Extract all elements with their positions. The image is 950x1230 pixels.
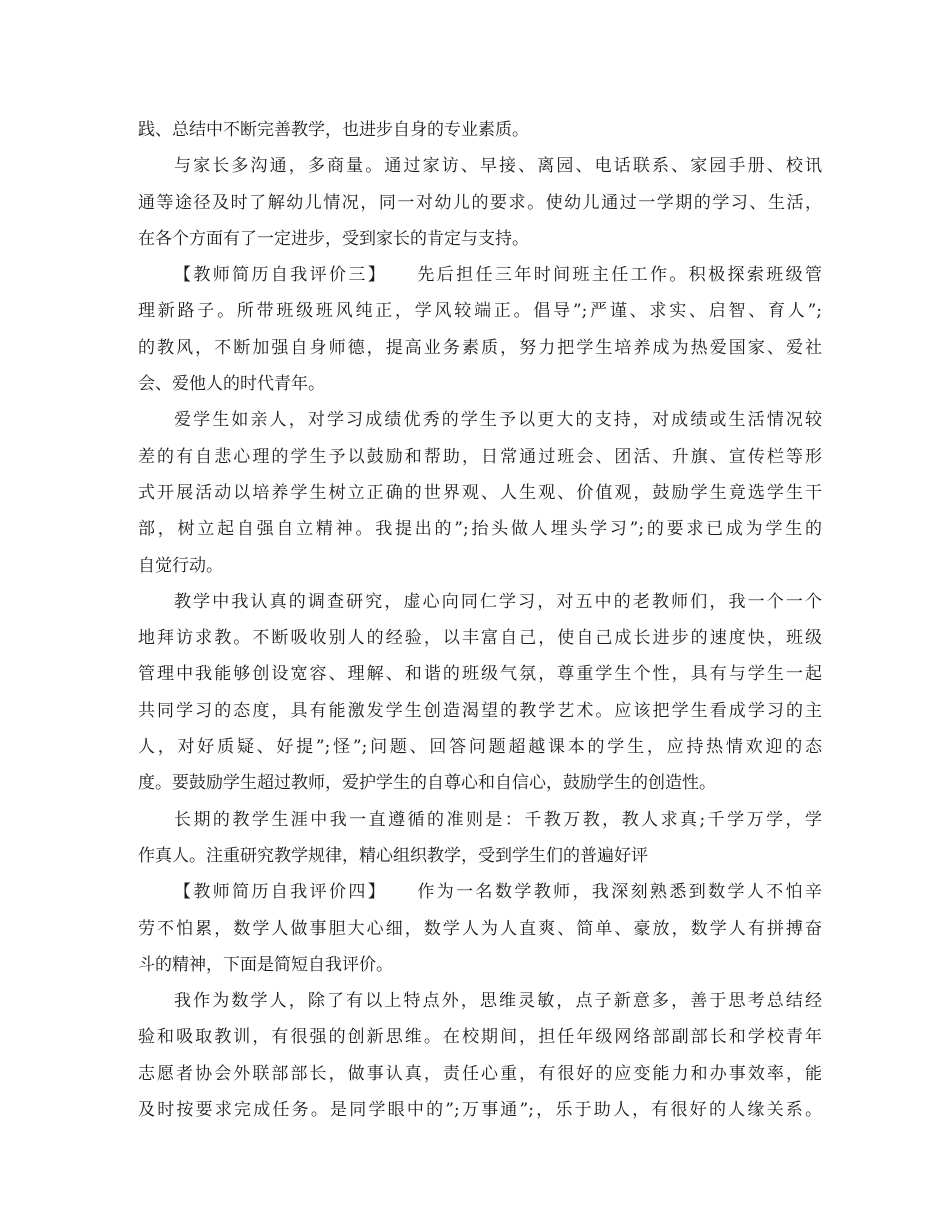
text-line: 式开展活动以培养学生树立正确的世界观、人生观、价值观，鼓励学生竟选学生干 xyxy=(138,482,822,503)
text-line: 斗的精神，下面是简短自我评价。 xyxy=(138,954,393,975)
text-line: 【教师简历自我评价三】 先后担任三年时间班主任工作。积极探索班级管 xyxy=(174,265,822,286)
text-line: 教学中我认真的调查研究，虚心向同仁学习，对五中的老教师们，我一个一个 xyxy=(174,591,822,612)
text-line: 作真人。注重研究教学规律，精心组织教学，受到学生们的普遍好评 xyxy=(138,845,648,866)
text-line: 自觉行动。 xyxy=(138,555,223,576)
text-line: 志愿者协会外联部部长，做事认真，责任心重，有很好的应变能力和办事效率，能 xyxy=(138,1063,822,1084)
text-line: 人，对好质疑、好提”;怪”;问题、回答问题超越课本的学生，应持热情欢迎的态 xyxy=(138,737,822,758)
document-body xyxy=(138,112,822,1128)
text-line: 劳不怕累，数学人做事胆大心细，数学人为人直爽、简单、豪放，数学人有拼搏奋 xyxy=(138,918,822,939)
text-line: 及时按要求完成任务。是同学眼中的”;万事通”;，乐于助人，有很好的人缘关系。 xyxy=(138,1100,822,1121)
text-line: 践、总结中不断完善教学，也进步自身的专业素质。 xyxy=(138,120,529,140)
text-line: 爱学生如亲人，对学习成绩优秀的学生予以更大的支持，对成绩或生活情况较 xyxy=(174,410,822,431)
text-line: 地拜访求教。不断吸收别人的经验，以丰富自己，使自己成长进步的速度快，班级 xyxy=(138,628,822,649)
text-line: 会、爱他人的时代青年。 xyxy=(138,374,325,395)
text-line: 差的有自悲心理的学生予以鼓励和帮助，日常通过班会、团活、升旗、宣传栏等形 xyxy=(138,446,822,467)
text-line: 部，树立起自强自立精神。我提出的”;抬头做人埋头学习”;的要求已成为学生的 xyxy=(138,519,822,540)
text-line: 与家长多沟通，多商量。通过家访、早接、离园、电话联系、家园手册、校讯 xyxy=(174,156,822,177)
text-line: 长期的教学生涯中我一直遵循的准则是：千教万教，教人求真;千学万学，学 xyxy=(174,809,822,830)
text-line: 在各个方面有了一定进步，受到家长的肯定与支持。 xyxy=(138,228,529,249)
text-line: 通等途径及时了解幼儿情况，同一对幼儿的要求。使幼儿通过一学期的学习、生活， xyxy=(138,192,822,213)
text-line: 的教风，不断加强自身师德，提高业务素质，努力把学生培养成为热爱国家、爱社 xyxy=(138,337,822,358)
text-line: 度。要鼓励学生超过教师，爱护学生的自尊心和自信心，鼓励学生的创造性。 xyxy=(138,773,716,794)
text-line: 验和吸取教训，有很强的创新思维。在校期间，担任年级网络部副部长和学校青年 xyxy=(138,1027,822,1048)
text-line: 管理中我能够创设宽容、理解、和谐的班级气氛，尊重学生个性，具有与学生一起 xyxy=(138,664,822,685)
text-line: 共同学习的态度，具有能激发学生创造渴望的教学艺术。应该把学生看成学习的主 xyxy=(138,700,822,721)
text-line: 我作为数学人，除了有以上特点外，思维灵敏，点子新意多，善于思考总结经 xyxy=(174,991,822,1012)
text-line: 【教师简历自我评价四】 作为一名数学教师，我深刻熟悉到数学人不怕辛 xyxy=(174,882,822,903)
text-line: 理新路子。所带班级班风纯正，学风较端正。倡导”;严谨、求实、启智、育人”; xyxy=(138,301,822,322)
